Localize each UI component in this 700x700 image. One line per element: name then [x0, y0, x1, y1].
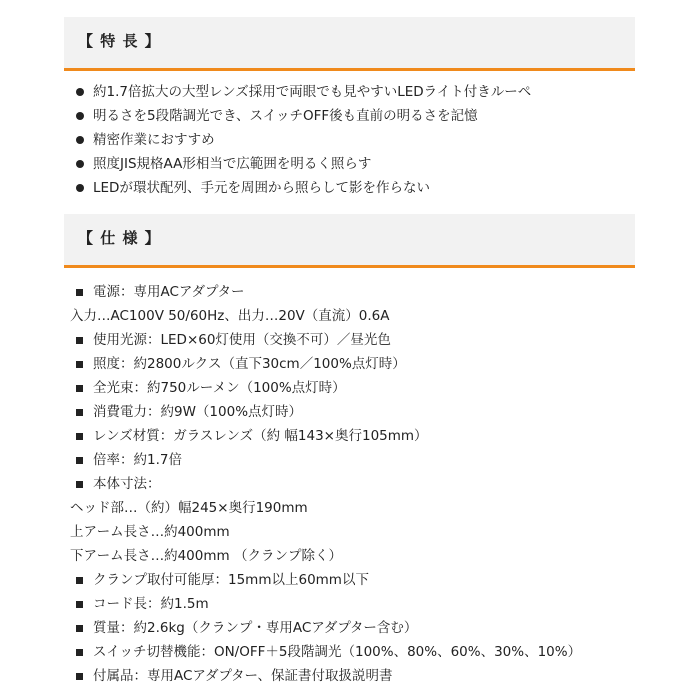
- spec-text: スイッチ切替機能：ON/OFF＋5段階調光（100%、80%、60%、30%、10%）: [93, 644, 582, 660]
- feature-text: 明るさを5段階調光でき、スイッチOFF後も直前の明るさを記憶: [93, 108, 478, 124]
- square-bullet-icon: [76, 337, 83, 344]
- spec-item: [70, 304, 652, 328]
- spec-item: [72, 328, 652, 352]
- spec-text: 下アーム長さ…約400mm （クランプ除く）: [70, 548, 342, 564]
- feature-text: 照度JIS規格AA形相当で広範囲を明るく照らす: [93, 156, 372, 172]
- square-bullet-icon: [76, 361, 83, 368]
- spec-text: 上アーム長さ…約400mm: [70, 524, 230, 540]
- spec-item: [72, 448, 652, 472]
- square-bullet-icon: [76, 433, 83, 440]
- spec-text: 質量：約2.6kg（クランプ・専用ACアダプター含む）: [93, 620, 418, 636]
- spec-item: [72, 352, 652, 376]
- list-item: [72, 152, 632, 176]
- bullet-icon: [76, 112, 84, 120]
- list-item: [72, 104, 632, 128]
- bullet-icon: [76, 160, 84, 168]
- spec-item: [72, 472, 652, 496]
- spec-text: 使用光源：LED×60灯使用（交換不可）／昼光色: [93, 332, 391, 348]
- feature-text: LEDが環状配列、手元を周囲から照らして影を作らない: [93, 180, 430, 196]
- spec-text: ヘッド部…（約）幅245×奥行190mm: [70, 500, 308, 516]
- spec-item: [72, 640, 652, 664]
- square-bullet-icon: [76, 457, 83, 464]
- spec-text: コード長：約1.5m: [93, 596, 209, 612]
- spec-text: レンズ材質：ガラスレンズ（約 幅143×奥行105mm）: [93, 428, 428, 444]
- spec-text: 照度：約2800ルクス（直下30cm／100%点灯時）: [93, 356, 406, 372]
- spec-text: クランプ取付可能厚：15mm以上60mm以下: [93, 572, 369, 588]
- spec-text: 付属品：専用ACアダプター、保証書付取扱説明書: [93, 668, 393, 684]
- features-header: [64, 17, 635, 71]
- spec-item: [72, 400, 652, 424]
- square-bullet-icon: [76, 385, 83, 392]
- spec-list: [72, 280, 652, 688]
- features-title: 【 特 長 】: [78, 32, 161, 50]
- square-bullet-icon: [76, 289, 83, 296]
- spec-item: [70, 520, 652, 544]
- bullet-icon: [76, 184, 84, 192]
- spec-item: [72, 424, 652, 448]
- square-bullet-icon: [76, 601, 83, 608]
- spec-item: [70, 544, 652, 568]
- spec-text: 倍率：約1.7倍: [93, 452, 182, 468]
- feature-list: [72, 80, 632, 200]
- square-bullet-icon: [76, 481, 83, 488]
- spec-text: 電源：専用ACアダプター: [93, 284, 245, 300]
- feature-text: 約1.7倍拡大の大型レンズ採用で両眼でも見やすいLEDライト付きルーペ: [93, 84, 532, 100]
- list-item: [72, 176, 632, 200]
- square-bullet-icon: [76, 673, 83, 680]
- bullet-icon: [76, 88, 84, 96]
- spec-item: [72, 280, 652, 304]
- spec-text: 入力…AC100V 50/60Hz、出力…20V（直流）0.6A: [70, 308, 390, 324]
- list-item: [72, 80, 632, 104]
- square-bullet-icon: [76, 649, 83, 656]
- spec-item: [70, 496, 652, 520]
- square-bullet-icon: [76, 625, 83, 632]
- specs-header: [64, 214, 635, 268]
- spec-item: [72, 592, 652, 616]
- bullet-icon: [76, 136, 84, 144]
- spec-item: [72, 376, 652, 400]
- specs-title: 【 仕 様 】: [78, 229, 161, 247]
- spec-text: 全光束：約750ルーメン（100%点灯時）: [93, 380, 346, 396]
- spec-item: [72, 616, 652, 640]
- spec-text: 消費電力：約9W（100%点灯時）: [93, 404, 303, 420]
- spec-item: [72, 664, 652, 688]
- square-bullet-icon: [76, 409, 83, 416]
- square-bullet-icon: [76, 577, 83, 584]
- spec-item: [72, 568, 652, 592]
- list-item: [72, 128, 632, 152]
- feature-text: 精密作業におすすめ: [93, 132, 215, 148]
- spec-text: 本体寸法：: [93, 476, 161, 492]
